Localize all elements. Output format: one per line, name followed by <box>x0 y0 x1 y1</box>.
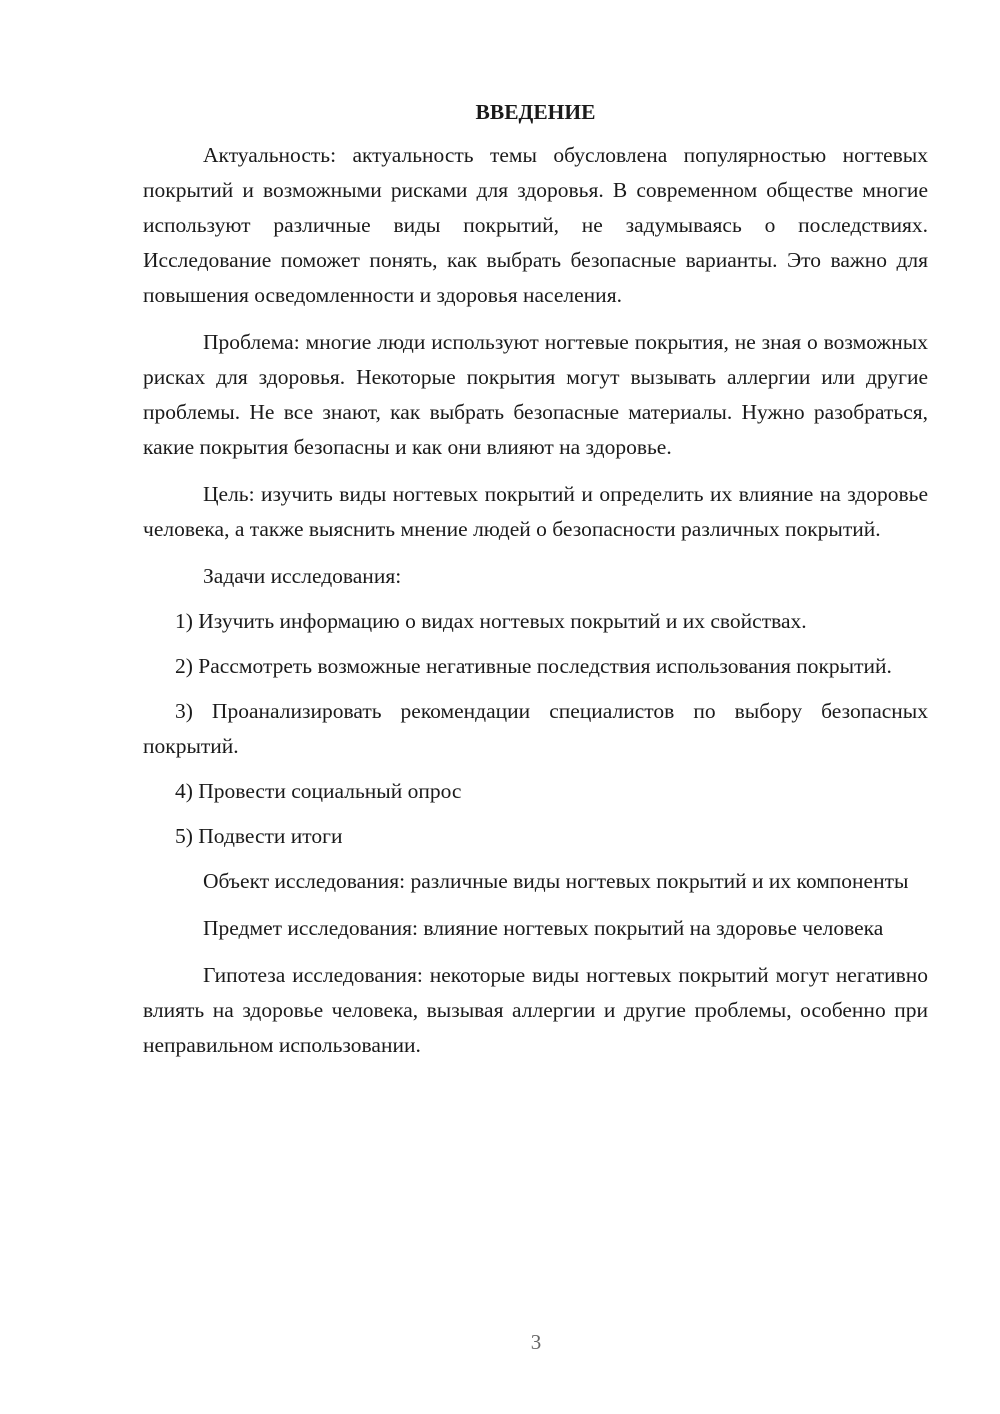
page-content <box>143 97 928 1075</box>
paragraph-goal: Цель: изучить виды ногтевых покрытий и определить их влияние на здоровье человека, а также выяснить мнение людей о безопасности различных покрытий. <box>143 482 928 541</box>
task-item-5: 5) Подвести итоги <box>175 824 343 848</box>
task-item-1: 1) Изучить информацию о видах ногтевых покрытий и их свойствах. <box>175 609 807 633</box>
tasks-heading: Задачи исследования: <box>203 564 402 588</box>
paragraph-subject: Предмет исследования: влияние ногтевых покрытий на здоровье человека <box>203 916 884 940</box>
task-item-4: 4) Провести социальный опрос <box>175 779 462 803</box>
paragraph-problem: Проблема: многие люди используют ногтевые покрытия, не зная о возможных рисках для здоровья. Некоторые покрытия могут вызывать аллергии или другие проблемы. Не все знают, как выбрать безопасные материалы. Нужно разобраться, какие покрытия безопасны и как они влияют на здоровье. <box>143 330 928 459</box>
page-number: 3 <box>530 1330 542 1354</box>
task-item-2: 2) Рассмотреть возможные негативные последствия использования покрытий. <box>175 654 892 678</box>
paragraph-relevance: Актуальность: актуальность темы обусловлена популярностью ногтевых покрытий и возможными рисками для здоровья. В современном обществе многие используют различные виды покрытий, не задумываясь о последствиях. Исследование поможет понять, как выбрать безопасные варианты. Это важно для повышения осведомленности и здоровья населения. <box>143 143 928 307</box>
paragraph-object: Объект исследования: различные виды ногтевых покрытий и их компоненты <box>203 869 909 893</box>
paragraph-hypothesis: Гипотеза исследования: некоторые виды ногтевых покрытий могут негативно влиять на здоровье человека, вызывая аллергии и другие проблемы, особенно при неправильном использовании. <box>143 963 928 1057</box>
section-title: ВВЕДЕНИЕ <box>475 100 596 124</box>
task-item-3: 3) Проанализировать рекомендации специалистов по выбору безопасных покрытий. <box>143 699 928 758</box>
